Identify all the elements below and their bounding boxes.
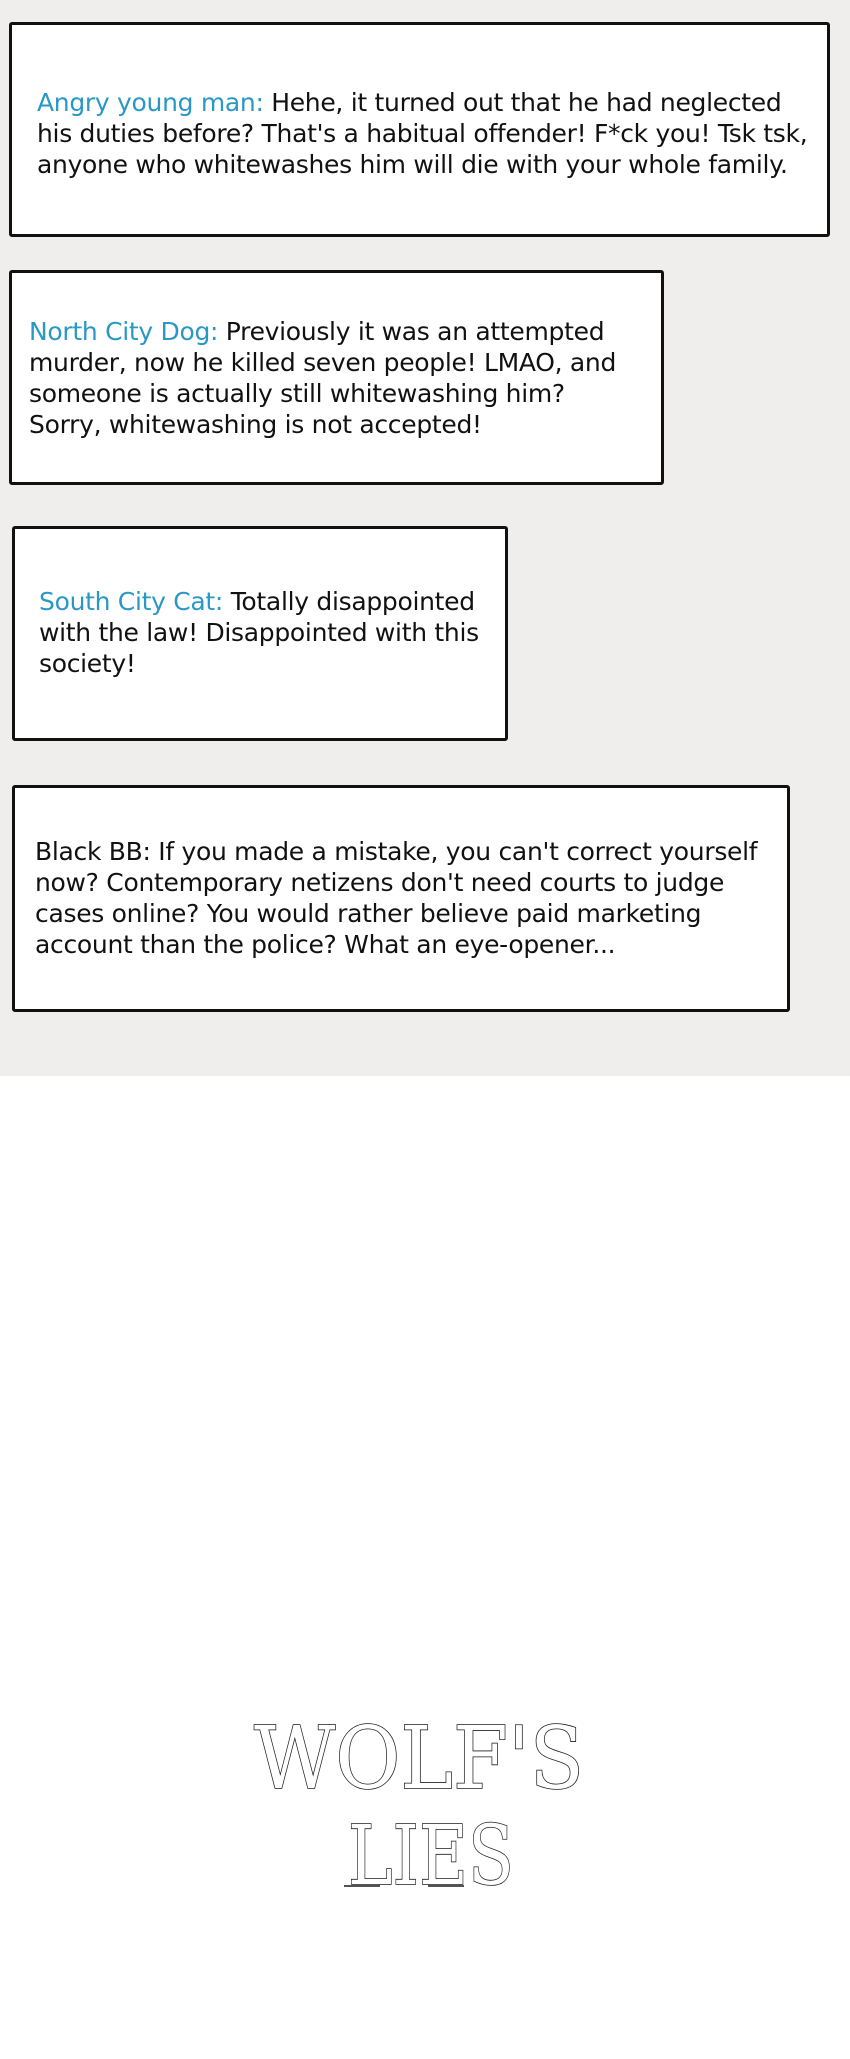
comment-body: Black BB: If you made a mistake, you can't correct yourself now? Contemporary netizens don't need courts to judge cases online? You would rather believe paid marketing account than the police? What an eye-opener...: [35, 837, 758, 959]
comment-text-block: [29, 316, 629, 440]
comment-speaker: South City Cat:: [39, 587, 224, 616]
series-title-logo: [240, 1700, 610, 1900]
comment-text-block: [37, 87, 812, 180]
comment-body: Previously it was an attempted murder, now he killed seven people! LMAO, and someone is actually still whitewashing him? Sorry, whitewashing is not accepted!: [29, 317, 617, 439]
comment-speaker: North City Dog:: [29, 317, 219, 346]
comment-body: Totally disappointed with the law! Disappointed with this society!: [39, 587, 479, 678]
comment-speaker: Angry young man:: [37, 88, 264, 117]
comment-box-black-bb: [12, 785, 790, 1012]
title-logo-graphic: [240, 1700, 610, 1900]
comment-text-block: [35, 836, 775, 960]
comment-box-south-city-cat: [12, 526, 508, 741]
comment-box-north-city-dog: [9, 270, 664, 485]
comment-box-angry-young-man: [9, 22, 830, 237]
title-line-2: LIES: [348, 1809, 514, 1900]
title-line-1: WOLF'S: [254, 1709, 584, 1809]
comment-text-block: [39, 586, 489, 679]
comment-body: Hehe, it turned out that he had neglected his duties before? That's a habitual offender! F*ck you! Tsk tsk, anyone who whitewashes him will die with your whole family.: [37, 88, 808, 179]
